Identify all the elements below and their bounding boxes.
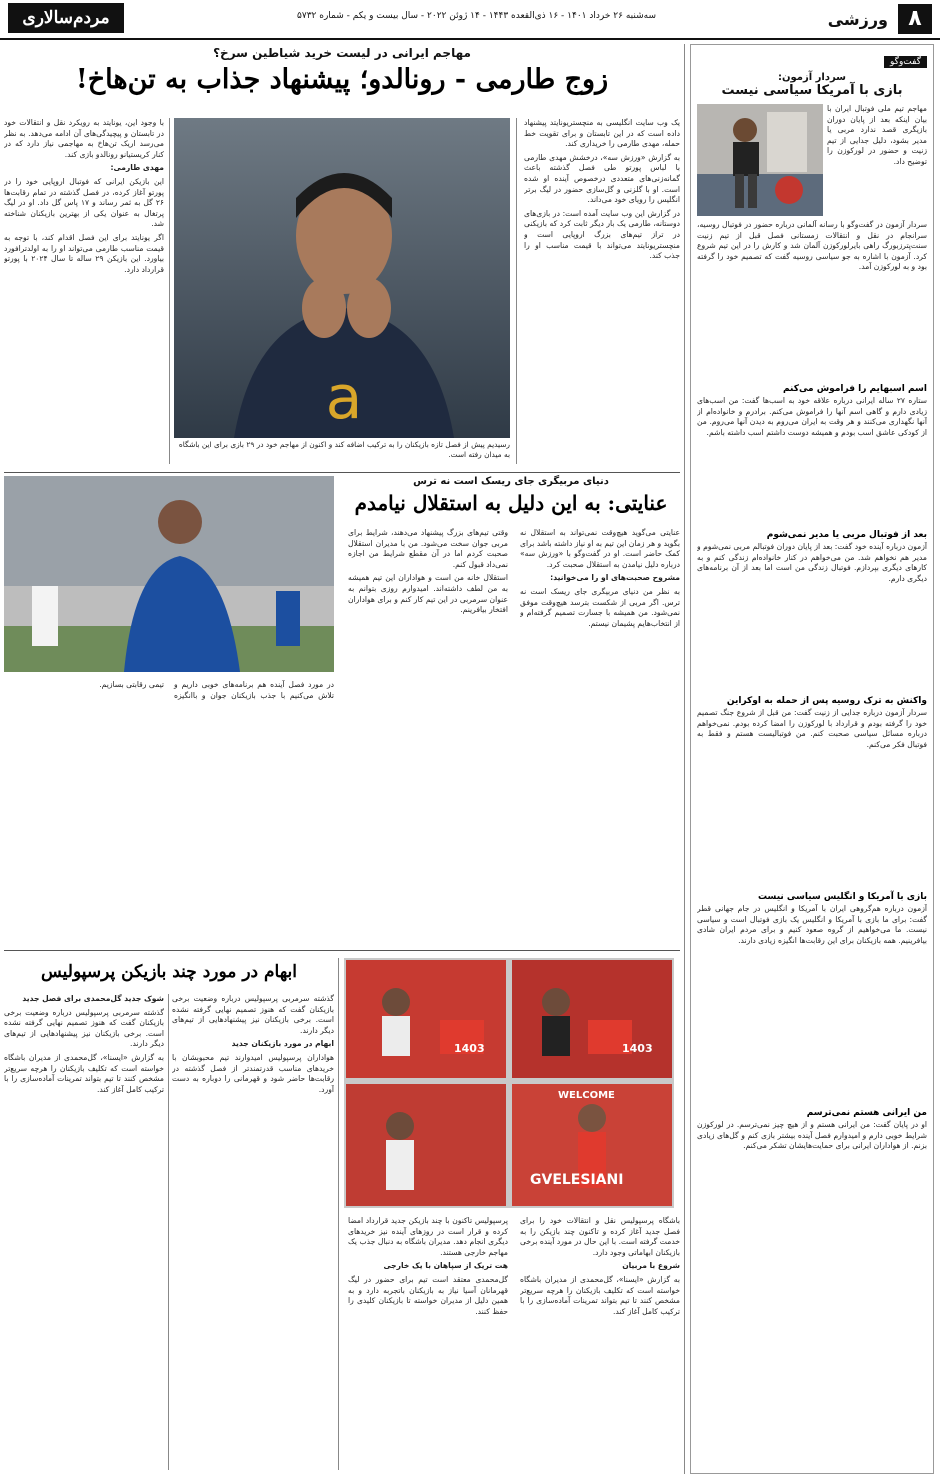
bottom-paragraph: به گزارش «ایسنا»، گل‌محمدی از مدیران باشگاه خواسته است که تکلیف بازیکنان را هرچه سریع‌تر مشخص کنند تا تیم بتواند تمرینات آماده‌سازی را با ترکیب کامل آغاز کند. xyxy=(4,1052,164,1094)
azmoun-photo xyxy=(697,104,823,216)
mid-text-col2 xyxy=(348,528,508,942)
interview-kicker: سردار آزمون: xyxy=(777,72,847,83)
column-rule xyxy=(684,44,685,1474)
interview-column xyxy=(690,44,934,1474)
interview-subhead: بازی با آمریکا و انگلیس سیاسی نیست xyxy=(758,892,927,902)
masthead xyxy=(0,0,940,40)
bottom-paragraph: هواداران پرسپولیس امیدوارند تیم محبوبشان با خریدهای مناسب قدرتمندتر از فصل گذشته در رقابت‌ها حاضر شود و قهرمانی را دوباره به دست آورد. xyxy=(172,1052,334,1094)
mid-paragraph: استقلال خانه من است و هواداران این تیم همیشه به من لطف داشته‌اند. امیدوارم روزی بتوانم به عنوان سرمربی در این تیم کار کنم و برای هواداران افتخار بیافرینم. xyxy=(348,573,508,615)
taremi-photo xyxy=(174,118,510,438)
persepolis-signing-photos xyxy=(344,958,674,1208)
lead-paragraph: این بازیکن ایرانی که فوتبال اروپایی خود را در پورتو آغاز کرده، در فصل گذشته در تمام رقابت‌ها ۲۶ گل به ثمر رساند و ۱۷ پاس گل داد. او در لیگ پرتغال به عنوان یکی از بهترین بازیکنان شناخته شد. xyxy=(4,176,164,229)
interview-tag: گفت‌وگو xyxy=(884,56,927,68)
bottom-paragraph: به گزارش «ایسنا»، گل‌محمدی از مدیران باشگاه خواسته است که تکلیف بازیکنان را هرچه سریع‌تر مشخص کنند تا تیم بتواند تمرینات آماده‌سازی را با ترکیب کامل آغاز کند. xyxy=(520,1274,680,1316)
newspaper-logo: مردم‌سالاری xyxy=(8,3,124,33)
column-rule xyxy=(338,958,339,1470)
mid-story xyxy=(4,476,680,946)
bottom-text-col3 xyxy=(172,994,334,1470)
photo-caption: رسیدیم پیش از فصل تازه بازیکنان را به ترکیب اضافه کند و اکنون از مهاجم خود در ۲۹ بازی برای این باشگاه به میدان رفته است. xyxy=(178,440,510,459)
photo-label: GVELESIANI xyxy=(530,1172,624,1188)
photo-label: WELCOME xyxy=(558,1090,615,1101)
bottom-headline: ابهام در مورد چند بازیکن پرسپولیس xyxy=(40,962,298,982)
photo-label: 1403 xyxy=(454,1042,485,1055)
mid-paragraph: در مورد فصل آینده هم برنامه‌های خوبی داریم و تلاش می‌کنیم با جذب بازیکنان جوان و باانگیزه تیمی رقابتی بسازیم. xyxy=(99,680,334,700)
lead-story xyxy=(4,44,680,468)
interview-section-text: آزمون درباره هم‌گروهی ایران با آمریکا و انگلیس در جام جهانی قطر گفت: برای ما بازی با آمریکا و انگلیس یک بازی فوتبال است و سیاسی نیست. ما می‌خواهیم از گروه صعود کنیم و برای مردم ایران شادی بیافرینیم. همه بازیکنان برای این رقابت‌ها انگیزه زیادی دارند. xyxy=(697,904,927,945)
mid-text-col3 xyxy=(4,680,334,942)
lead-text-left xyxy=(4,118,164,464)
bottom-text-col4 xyxy=(4,994,164,1470)
mid-paragraph: عنایتی می‌گوید هیچ‌وقت نمی‌تواند به استقلال نه بگوید و هر زمان این تیم به او نیاز داشته باشد برای کمک حاضر است. او در گفت‌وگو با «ورزش سه» درباره دلیل نیامدن به استقلال صحبت کرد. xyxy=(520,528,680,569)
interview-paragraph: سردار آزمون در گفت‌وگو با رسانه آلمانی درباره حضور در فوتبال روسیه، سرانجام در نقل و انتقالات زمستانی فصل قبل از تیم زنیت سنت‌پترزبورگ راهی بایرلورکوزن آلمان شد و کارش را در این تیم شروع کرد. آزمون با اشاره به جو سیاسی روسیه گفت که تصمیم خود را گرفته بود و به لورکوزن آمد. xyxy=(697,220,927,272)
lead-paragraph: اگر یونایتد برای این فصل اقدام کند، با توجه به قیمت مناسب طارمی می‌تواند او را به اولدترافورد بیاورد. این بازیکن ۲۹ ساله تا سال ۲۰۲۴ با پورتو قرارداد دارد. xyxy=(4,232,164,274)
interview-subhead: من ایرانی هستم نمی‌ترسم xyxy=(806,1108,927,1118)
interview-intro: مهاجم تیم ملی فوتبال ایران با بیان اینکه بعد از پایان دوران بازیگری قصد ندارد مربی یا مدیر بشود، دلیل جدایی از تیم زنیت و حضور در لورکوزن را توضیح داد. xyxy=(827,104,927,166)
bottom-paragraph: پرسپولیس تاکنون با چند بازیکن جدید قرارداد امضا کرده و قرار است در روزهای آینده نیز خریدهای دیگری انجام دهد. مدیران باشگاه به دنبال جذب یک مهاجم خارجی هستند. xyxy=(348,1216,508,1257)
lead-paragraph: در گزارش این وب سایت آمده است: در بازی‌های دوستانه، طارمی یک بار دیگر ثابت کرد که بازیکنی در تراز تیم‌های بزرگ اروپایی است و منچستریونایتد می‌تواند با قیمت مناسب او را جذب کند. xyxy=(524,208,680,261)
interview-subhead: واکنش به ترک روسیه پس از حمله به اوکراین xyxy=(726,696,927,706)
interview-subhead: بعد از فوتبال مربی یا مدیر نمی‌شوم xyxy=(766,530,927,540)
interview-section-text: سردار آزمون درباره جدایی از زنیت گفت: من قبل از شروع جنگ تصمیم خود را گرفته بودم و قرارداد با لورکوزن را امضا کرده بودم. نمی‌خواهم درباره مسائل سیاسی صحبت کنم. من فوتبالیست هستم و فقط به فوتبال فکر می‌کنم. xyxy=(697,708,927,749)
lead-paragraph: به گزارش «ورزش سه»، درخشش مهدی طارمی با لباس پورتو طی فصل گذشته باعث گمانه‌زنی‌های متعددی درخصوص آینده او شده است. او با گلزنی و گل‌سازی حضور در لیگ برتر انگلیس را رویای خود می‌داند. xyxy=(524,152,680,205)
lead-paragraph: یک وب سایت انگلیسی به منچستریونایتد پیشنهاد داده است که در این تابستان و برای تقویت خط حمله، مهدی طارمی را خریداری کند. xyxy=(524,118,680,149)
bottom-subhead: ابهام در مورد بازیکنان جدید xyxy=(231,1039,334,1049)
interview-subhead: اسم اسبهایم را فراموش می‌کنم xyxy=(782,384,927,394)
bottom-story xyxy=(4,954,680,1474)
bottom-subhead: هت تریک از سپاهان با یک خارجی xyxy=(383,1261,508,1271)
column-rule xyxy=(168,994,169,1470)
mid-subhead: مشروح صحبت‌های او را می‌خوانید: xyxy=(550,573,680,583)
mid-text-col1 xyxy=(520,528,680,942)
section-title: ورزشی xyxy=(827,10,888,29)
interview-section-text: ستاره ۲۷ ساله ایرانی درباره علاقه خود به اسب‌ها گفت: من اسب‌های زیادی دارم و گاهی اسم آنها را فراموش می‌کنم. برادرم و خانواده‌ام از آنها نگهداری می‌کنند و هر وقت به ایران می‌روم به دیدن آنها می‌روم. من از کودکی عاشق اسب بودم و همیشه دوست داشتم اسب داشته باشم. xyxy=(697,396,927,437)
section-rule xyxy=(4,472,680,473)
mid-paragraph: به نظر من دنیای مربیگری جای ریسک است نه ترس. اگر مربی از شکست بترسد هیچ‌وقت موفق نمی‌شود. من همیشه با جسارت تصمیم گرفته‌ام و از انتخاب‌هایم پشیمان نیستم. xyxy=(520,586,680,628)
lead-subhead: مهدی طارمی: xyxy=(110,163,164,173)
svg-text:a: a xyxy=(325,363,363,433)
bottom-paragraph: گذشته سرمربی پرسپولیس درباره وضعیت برخی بازیکنان گفت که هنوز تصمیم نهایی گرفته نشده است. برخی بازیکنان نیز پیشنهادهایی از تیم‌های دیگر دارند. xyxy=(4,1007,164,1049)
bottom-paragraph: باشگاه پرسپولیس نقل و انتقالات خود را برای فصل جدید آغاز کرده و تاکنون چند بازیکن را به خدمت گرفته است. با این حال در مورد آینده برخی بازیکنان ابهاماتی وجود دارد. xyxy=(520,1216,680,1257)
lead-headline: زوج طارمی - رونالدو؛ پیشنهاد جذاب به تن‌هاخ! xyxy=(75,64,609,95)
bottom-paragraph: گذشته سرمربی پرسپولیس درباره وضعیت برخی بازیکنان گفت که هنوز تصمیم نهایی گرفته نشده است. برخی بازیکنان نیز پیشنهادهایی از تیم‌های دیگر دارند. xyxy=(172,994,334,1035)
bottom-text-col2 xyxy=(348,1216,508,1470)
bottom-text-col1 xyxy=(520,1216,680,1470)
enayati-photo xyxy=(4,476,334,672)
interview-headline: بازی با آمریکا سیاسی نیست xyxy=(721,83,903,98)
lead-text-right xyxy=(524,118,680,464)
section-rule xyxy=(4,950,680,951)
bottom-subhead: شوک جدید گل‌محمدی برای فصل جدید xyxy=(22,994,164,1003)
lead-paragraph: با وجود این، یونایتد به رویکرد نقل و انتقالات خود در تابستان و پیچیدگی‌های آن ادامه می‌دهد. به نظر می‌رسد اریک تن‌هاخ به مهاجمی نیاز دارد که در کنار کریستیانو رونالدو بازی کند. xyxy=(4,118,164,159)
bottom-paragraph: گل‌محمدی معتقد است تیم برای حضور در لیگ قهرمانان آسیا نیاز به بازیکنان باتجربه دارد و به همین دلیل از مدیران خواسته تا بازیکنان کلیدی را حفظ کنند. xyxy=(348,1274,508,1316)
interview-section-text: او در پایان گفت: من ایرانی هستم و از هیچ چیز نمی‌ترسم. در لورکوزن شرایط خوبی دارم و امیدوارم فصل آینده بیشتر بازی کنم و گل‌های زیادی بزنم. از هواداران ایرانی برای حمایت‌هایشان تشکر می‌کنم. xyxy=(697,1120,927,1151)
interview-section-text: آزمون درباره آینده خود گفت: بعد از پایان دوران فوتبالم مربی نمی‌شوم و مدیر هم نخواهم شد. من می‌خواهم در کنار خانواده‌ام زندگی کنم و به کارهای دیگری بپردازم. فوتبال زندگی من است اما بعد از آن برنامه‌های دیگری دارم. xyxy=(697,542,927,583)
bottom-subhead: شروع با مربیان xyxy=(622,1261,680,1271)
photo-label: 1403 xyxy=(622,1042,653,1055)
lead-kicker: مهاجم ایرانی در لیست خرید شیاطین سرخ؟ xyxy=(213,46,471,60)
column-rule xyxy=(516,118,517,464)
mid-kicker: دنیای مربیگری جای ریسک است نه ترس xyxy=(413,476,609,487)
dateline: سه‌شنبه ۲۶ خرداد ۱۴۰۱ - ۱۶ ذی‌القعده ۱۴۴۳ - ۱۴ ژوئن ۲۰۲۲ - سال بیست و یکم - شماره ۵۷۳۲ xyxy=(297,11,656,21)
mid-headline: عنایتی: به این دلیل به استقلال نیامدم xyxy=(354,491,668,515)
column-rule xyxy=(169,118,170,464)
page-number: ۸ xyxy=(898,4,932,34)
mid-paragraph: وقتی تیم‌های بزرگ پیشنهاد می‌دهند، شرایط برای مربی جوان سخت می‌شود. من با مدیران استقلال صحبت کردم اما در آن مقطع شرایط من اجازه نمی‌داد قبول کنم. xyxy=(348,528,508,569)
